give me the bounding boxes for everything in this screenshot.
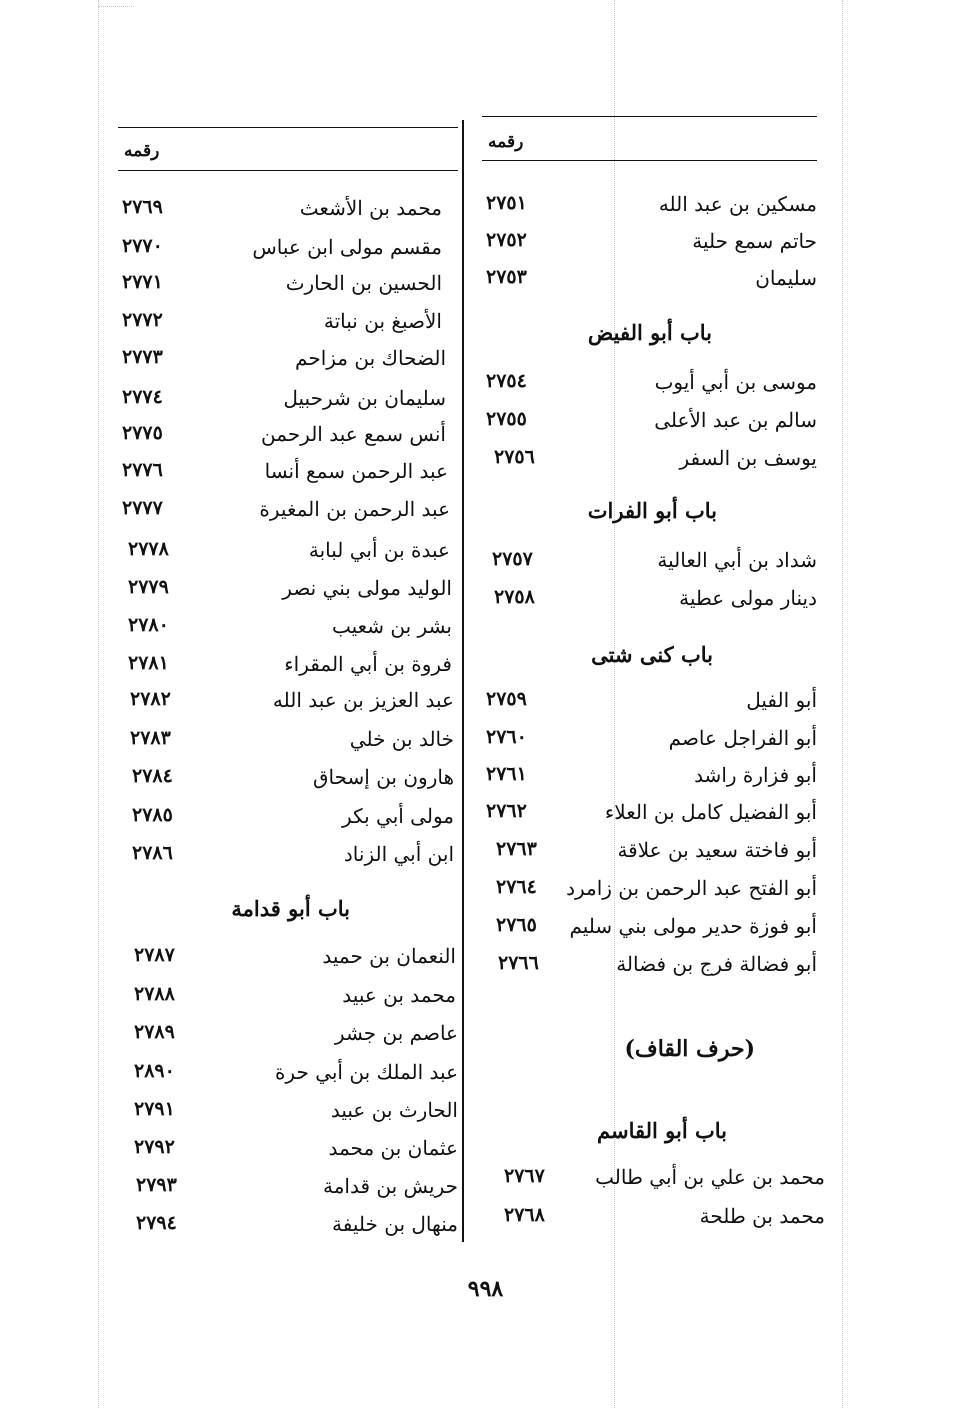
entry-name: بشر بن شعيب: [331, 614, 452, 638]
entry-name: سليمان بن شرحبيل: [283, 386, 446, 410]
entry-name: أبو فزارة راشد: [694, 763, 817, 787]
entry-name: سالم بن عبد الأعلى: [654, 408, 817, 432]
entry-name: دينار مولى عطية: [679, 586, 817, 610]
entry-name: يوسف بن السفر: [679, 446, 817, 470]
section-heading: (حرف القاف): [624, 1036, 755, 1062]
index-entry: [482, 408, 817, 438]
entry-number: ٢٧٨٥: [132, 804, 173, 826]
entry-number: ٢٧٥٦: [494, 446, 535, 468]
column-top-rule: [118, 127, 458, 128]
index-entry: [118, 1136, 458, 1166]
entry-name: حاتم سمع حلية: [692, 229, 817, 253]
entry-number: ٢٧٦٤: [496, 876, 537, 898]
entry-number: ٢٧٨٠: [128, 614, 169, 636]
entry-number: ٢٧٨٩: [134, 1021, 175, 1043]
entry-number: ٢٧٨١: [128, 652, 169, 674]
entry-name: سليمان: [755, 266, 817, 290]
index-entry: [482, 229, 817, 259]
entry-number: ٢٧٧٢: [122, 309, 163, 331]
entry-number: ٢٧٥١: [486, 192, 527, 214]
index-entry: [118, 1212, 458, 1242]
index-entry: [118, 804, 458, 834]
entry-name: عثمان بن محمد: [328, 1136, 458, 1160]
entry-name: أبو الفضيل كامل بن العلاء: [604, 800, 817, 824]
column-top-rule: [482, 116, 817, 117]
entry-number: ٢٧٦٧: [504, 1165, 545, 1187]
entry-name: الوليد مولى بني نصر: [282, 576, 452, 600]
entry-name: مقسم مولى ابن عباس: [252, 235, 442, 259]
entry-name: أبو فاختة سعيد بن علاقة: [617, 838, 817, 862]
entry-number: ٢٧٥٧: [492, 548, 533, 570]
entry-number: ٢٧٧١: [122, 271, 163, 293]
index-entry: [118, 1174, 458, 1204]
column-header-rule: [482, 160, 817, 161]
entry-number: ٢٧٨٧: [134, 944, 175, 966]
entry-number: ٢٧٦٨: [504, 1204, 545, 1226]
entry-number: ٢٧٨٤: [132, 765, 173, 787]
entry-name: موسى بن أبي أيوب: [654, 370, 817, 394]
entry-name: هارون بن إسحاق: [313, 765, 454, 789]
number-column-header: رقمه: [124, 141, 160, 161]
index-entry: [118, 727, 458, 757]
entry-number: ٢٧٦٥: [496, 914, 537, 936]
entry-number: ٢٧٨٣: [130, 727, 171, 749]
entry-name: مسكين بن عبد الله: [658, 192, 817, 216]
index-entry: [118, 614, 458, 644]
entry-name: محمد بن طلحة: [699, 1204, 825, 1228]
entry-number: ٢٧٦٦: [498, 952, 539, 974]
entry-name: أنس سمع عبد الرحمن: [261, 422, 446, 446]
entry-name: عاصم بن جشر: [334, 1021, 458, 1045]
index-entry: [118, 346, 458, 376]
entry-name: الأصبغ بن نباتة: [323, 309, 442, 333]
entry-number: ٢٧٧٤: [122, 386, 163, 408]
entry-number: ٢٧٧٩: [128, 576, 169, 598]
index-entry: [482, 876, 817, 906]
index-entry: [118, 576, 458, 606]
entry-name: عبدة بن أبي لبابة: [308, 538, 450, 562]
entry-number: ٢٧٧٠: [122, 235, 163, 257]
index-entry: [482, 763, 817, 793]
entry-number: ٢٧٧٦: [122, 459, 163, 481]
entry-number: ٢٨٩٠: [134, 1060, 175, 1082]
entry-name: النعمان بن حميد: [322, 944, 456, 968]
index-entry: [482, 1204, 825, 1234]
entry-number: ٢٧٥٥: [486, 408, 527, 430]
entry-number: ٢٧٦١: [486, 763, 527, 785]
index-entry: [118, 983, 458, 1013]
entry-name: منهال بن خليفة: [332, 1212, 458, 1236]
entry-number: ٢٧٩٣: [136, 1174, 177, 1196]
entry-name: فروة بن أبي المقراء: [284, 652, 452, 676]
entry-name: عبد الرحمن سمع أنسا: [264, 459, 448, 483]
column-header-rule: [118, 170, 458, 171]
entry-name: الحارث بن عبيد: [330, 1098, 458, 1122]
index-entry: [118, 459, 458, 489]
entry-name: حريش بن قدامة: [322, 1174, 458, 1198]
index-entry: [118, 422, 458, 452]
entry-number: ٢٧٦٣: [496, 838, 537, 860]
index-entry: [118, 842, 458, 872]
index-entry: [482, 952, 817, 982]
entry-number: ٢٧٨٦: [132, 842, 173, 864]
entry-number: ٢٧٩١: [134, 1098, 175, 1120]
index-entry: [118, 235, 458, 265]
entry-name: محمد بن علي بن أبي طالب: [595, 1165, 825, 1189]
entry-number: ٢٧٥٩: [486, 688, 527, 710]
entry-number: ٢٧٩٤: [136, 1212, 177, 1234]
index-entry: [118, 386, 458, 416]
number-column-header: رقمه: [488, 132, 524, 152]
entry-number: ٢٧٦٠: [486, 726, 527, 748]
index-entry: [118, 196, 458, 226]
index-entry: [482, 266, 817, 296]
section-heading: باب أبو الفرات: [587, 498, 717, 523]
index-entry: [482, 726, 817, 756]
entry-number: ٢٧٨٢: [130, 688, 171, 710]
index-entry: [482, 1165, 825, 1195]
index-entry: [482, 192, 817, 222]
index-entry: [118, 652, 458, 682]
index-entry: [118, 1021, 458, 1051]
index-entry: [118, 1098, 458, 1128]
right-column: [482, 0, 825, 1260]
entry-name: عبد العزيز بن عبد الله: [272, 688, 454, 712]
entry-number: ٢٧٦٩: [122, 196, 163, 218]
entry-name: محمد بن عبيد: [342, 983, 456, 1007]
entry-name: خالد بن خلي: [349, 727, 454, 751]
section-heading: باب أبو قدامة: [231, 896, 350, 921]
index-entry: [482, 838, 817, 868]
index-entry: [118, 944, 458, 974]
left-column: [118, 0, 458, 1260]
column-divider: [462, 120, 464, 1242]
index-entry: [482, 586, 817, 616]
entry-number: ٢٧٥٨: [494, 586, 535, 608]
index-entry: [482, 688, 817, 718]
entry-number: ٢٧٥٤: [486, 370, 527, 392]
section-heading: باب أبو الفيض: [587, 320, 712, 345]
entry-name: مولى أبي بكر: [342, 804, 454, 828]
entry-number: ٢٧٧٨: [128, 538, 169, 560]
entry-number: ٢٧٨٨: [134, 983, 175, 1005]
index-entry: [118, 309, 458, 339]
page-number: ٩٩٨: [467, 1276, 504, 1302]
entry-name: أبو الفتح عبد الرحمن بن زامرد: [566, 876, 817, 900]
entry-name: ابن أبي الزناد: [343, 842, 454, 866]
index-entry: [118, 271, 458, 301]
index-entry: [482, 914, 817, 944]
index-entry: [118, 538, 458, 568]
scan-guide-line: [98, 0, 99, 1408]
section-heading: باب كنى شتى: [591, 642, 713, 667]
index-entry: [482, 370, 817, 400]
entry-name: أبو الفيل: [746, 688, 817, 712]
entry-number: ٢٧٦٢: [486, 800, 527, 822]
entry-name: أبو فضالة فرج بن فضالة: [616, 952, 817, 976]
entry-number: ٢٧٧٣: [122, 346, 163, 368]
entry-name: محمد بن الأشعث: [299, 196, 442, 220]
entry-name: أبو الفراجل عاصم: [668, 726, 817, 750]
index-entry: [482, 548, 817, 578]
index-entry: [482, 446, 817, 476]
entry-name: عبد الرحمن بن المغيرة: [259, 497, 450, 521]
entry-number: ٢٧٧٥: [122, 422, 163, 444]
entry-number: ٢٧٥٣: [486, 266, 527, 288]
entry-name: أبو فوزة حدير مولى بني سليم: [569, 914, 817, 938]
scan-guide-line: [842, 0, 843, 1408]
entry-name: الحسين بن الحارث: [285, 271, 442, 295]
index-entry: [118, 497, 458, 527]
entry-number: ٢٧٥٢: [486, 229, 527, 251]
section-heading: باب أبو القاسم: [597, 1118, 727, 1143]
entry-number: ٢٧٩٢: [134, 1136, 175, 1158]
entry-number: ٢٧٧٧: [122, 497, 163, 519]
entry-name: الضحاك بن مزاحم: [295, 346, 446, 370]
entry-name: عبد الملك بن أبي حرة: [274, 1060, 458, 1084]
index-entry: [482, 800, 817, 830]
index-entry: [118, 765, 458, 795]
entry-name: شداد بن أبي العالية: [657, 548, 817, 572]
index-entry: [118, 688, 458, 718]
index-entry: [118, 1060, 458, 1090]
